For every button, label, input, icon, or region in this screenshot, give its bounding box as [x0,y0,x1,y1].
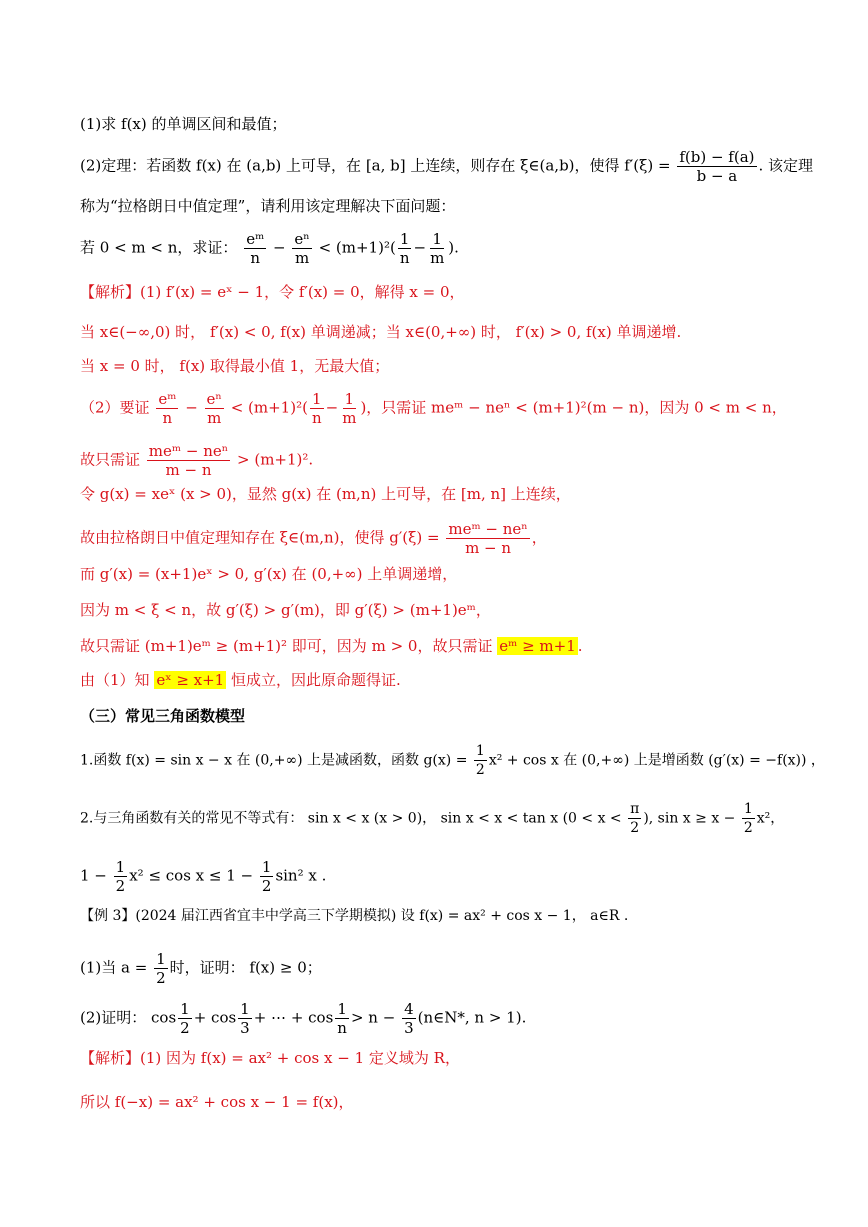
fraction-denominator: n [250,249,261,267]
solution-prefix: 故只需证 (m+1)eᵐ ≥ (m+1)² 即可，因为 m > 0，故只需证 [80,637,498,655]
fraction-denominator: 3 [404,1019,414,1037]
fraction-denominator: 2 [743,820,753,836]
fraction-denominator: 2 [180,1019,190,1037]
fraction-numerator: 1 [432,230,442,248]
inequality-middle: < (m+1)²( [230,398,308,417]
solution-line-3: 当 x = 0 时， f(x) 取得最小值 1，无最大值； [80,357,390,375]
minus-sign: − [325,398,339,417]
solution-prefix: 故只需证 [80,450,141,469]
part-text: + ⋯ + cos [253,1008,334,1027]
frac-1-n [335,1000,349,1037]
question-2-theorem [80,148,813,185]
fraction-denominator: n [337,1019,347,1037]
theorem-tail: . 该定理 [758,156,814,175]
fraction-denominator: 2 [115,877,126,895]
solution-tail: > (m+1)². [237,450,314,469]
fraction-denominator: 2 [475,762,485,778]
example-solution-line-1: 【解析】(1) 因为 f(x) = ax² + cos x − 1 定义域为 R， [80,1049,460,1067]
solution-line-1: 【解析】(1) f′(x) = eˣ − 1，令 f′(x) = 0，解得 x = 0， [80,283,465,301]
example-solution-line-2: 所以 f(−x) = ax² + cos x − 1 = f(x)， [80,1093,354,1111]
model-text-tail: sin² x . [275,866,327,885]
highlighted-inequality: eˣ ≥ x+1 [156,671,225,689]
fraction-numerator: meᵐ − neⁿ [148,442,229,460]
theorem-name-line: 称为“拉格朗日中值定理”，请利用该定理解决下面问题： [80,197,456,215]
fraction-numerator: 1 [337,1000,347,1018]
minus-sign: − [273,238,286,257]
part-text: + cos [193,1008,237,1027]
theorem-text: (2)定理：若函数 f(x) 在 (a,b) 上可导，在 [a, b] 上连续，则存在 ξ∈(a,b)，使得 f′(ξ) = [80,156,676,175]
question-1: (1)求 f(x) 的单调区间和最值； [80,115,287,133]
trig-model-1 [80,742,825,779]
frac-1-n [398,230,412,267]
frac-4-3 [402,1000,416,1037]
solution-tail: 恒成立，因此原命题得证. [226,671,401,689]
solution-prefix: （2）要证 [80,398,150,417]
fraction-numerator: 1 [399,230,410,248]
frac-pi-half [628,800,641,837]
inequality-to-prove [80,230,459,267]
model-text: 1 − [80,866,112,885]
part-text-tail: 时，证明： f(x) ≥ 0； [169,958,322,977]
highlighted-inequality: eᵐ ≥ m+1 [499,637,576,655]
fraction-numerator: 1 [475,743,485,759]
frac-half [742,800,755,837]
example-3-heading: 【例 3】(2024 届江西省宜丰中学高三下学期模拟) 设 f(x) = ax² + cos x − 1， a∈R . [80,908,629,924]
frac-en-m [292,230,311,267]
part-text: (2)证明： cos [80,1008,177,1027]
model-text-middle: ), sin x ≥ x − [643,810,740,827]
example-3-part-1 [80,950,322,987]
frac-1-n [310,390,324,427]
solution-tail: )，只需证 meᵐ − neⁿ < (m+1)²(m − n)，因为 0 < m < n， [360,398,787,417]
fraction-numerator: meᵐ − neⁿ [448,520,528,538]
fraction-denominator: m − n [165,461,212,479]
fraction-denominator: m [342,409,357,427]
model-text: 2.与三角函数有关的常见不等式有： sin x < x (x > 0)， sin x < x < tan x (0 < x < [80,810,627,827]
minus-sign: − [413,238,427,257]
frac-1-2 [178,1000,192,1037]
fraction-numerator: 1 [115,858,126,876]
model-text-middle: x² ≤ cos x ≤ 1 − [129,866,258,885]
solution-line-8: 而 g′(x) = (x+1)eˣ > 0, g′(x) 在 (0,+∞) 上单调递增， [80,565,458,583]
fraction-numerator: eᵐ [158,390,177,408]
prove-intro: 若 0 < m < n，求证： [80,238,238,257]
frac-em-n [244,230,266,267]
solution-line-6: 令 g(x) = xeˣ (x > 0)，显然 g(x) 在 (m,n) 上可导，在 [m, n] 上连续， [80,485,571,503]
fraction-numerator: π [630,801,640,817]
frac-half [474,742,487,779]
inequality-middle: < (m+1)²( [318,238,396,257]
frac-em-n [156,390,178,427]
section-heading: （三）常见三角函数模型 [80,707,246,725]
model-text-tail: x² + cos x 在 (0,+∞) 上是增函数 (g′(x) = −f(x)) ， [488,752,825,769]
solution-prefix: 由（1）知 [80,671,155,689]
fraction-numerator: 1 [261,858,272,876]
fraction-numerator: eⁿ [206,390,222,408]
example-3-part-2 [80,1000,526,1037]
fraction-denominator: m [207,409,222,427]
fraction-denominator: 3 [240,1019,250,1037]
fraction-denominator: 2 [156,969,166,987]
model-text: 1.函数 f(x) = sin x − x 在 (0,+∞) 上是减函数，函数 g(x) = [80,752,472,769]
frac-half [260,858,274,895]
fraction-numerator: 1 [180,1000,190,1018]
fraction-numerator: 4 [404,1000,414,1018]
frac-half [114,858,128,895]
fraction-denominator: m [430,249,445,267]
solution-line-7: 故由拉格朗日中值定理知存在 ξ∈(m,n)，使得 g′(ξ) = $\frac{\text{meᵐ − neⁿ}}{m - n}$ ， [80,520,547,557]
fraction-numerator: 1 [240,1000,250,1018]
solution-line-4 [80,390,787,427]
solution-line-2: 当 x∈(−∞,0) 时， f′(x) < 0, f(x) 单调递减；当 x∈(0,+∞) 时， f′(x) > 0, f(x) 单调递增. [80,323,682,341]
theorem-fraction [677,148,756,185]
minus-sign: − [185,398,198,417]
trig-model-3 [80,858,326,895]
fraction-numerator: 1 [156,950,166,968]
frac-diff [446,520,529,557]
solution-line-5 [80,442,313,479]
frac-1-3 [238,1000,252,1037]
part-text: > n − [350,1008,401,1027]
fraction-numerator: eⁿ [294,230,310,248]
frac-diff [147,442,230,479]
fraction-numerator: eᵐ [246,230,265,248]
trig-model-2 [80,800,784,837]
solution-line-10 [80,636,583,656]
solution-line-9: 因为 m < ξ < n，故 g′(ξ) > g′(m)，即 g′(ξ) > (m+1)eᵐ， [80,601,491,619]
fraction-denominator: b − a [696,167,738,185]
fraction-numerator: 1 [312,390,322,408]
solution-tail: . [577,637,583,655]
fraction-numerator: 1 [743,801,753,817]
fraction-denominator: 2 [630,820,640,836]
frac-half [154,950,168,987]
fraction-denominator: m − n [465,539,512,557]
inequality-end: ). [448,238,459,257]
fraction-denominator: n [162,409,173,427]
fraction-denominator: n [399,249,410,267]
part-text-tail: (n∈N*, n > 1). [417,1008,527,1027]
fraction-denominator: n [311,409,322,427]
fraction-denominator: m [294,249,310,267]
frac-en-m [205,390,224,427]
part-text: (1)当 a = [80,958,153,977]
model-text-tail: x²， [756,810,785,827]
frac-1-m [428,230,446,267]
fraction-numerator: 1 [344,390,355,408]
fraction-denominator: 2 [261,877,272,895]
solution-prefix: 故由拉格朗日中值定理知存在 ξ∈(m,n)，使得 g′(ξ) = [80,528,445,547]
frac-1-m [340,390,358,427]
fraction-numerator: f(b) − f(a) [679,148,755,166]
solution-line-11 [80,670,401,690]
